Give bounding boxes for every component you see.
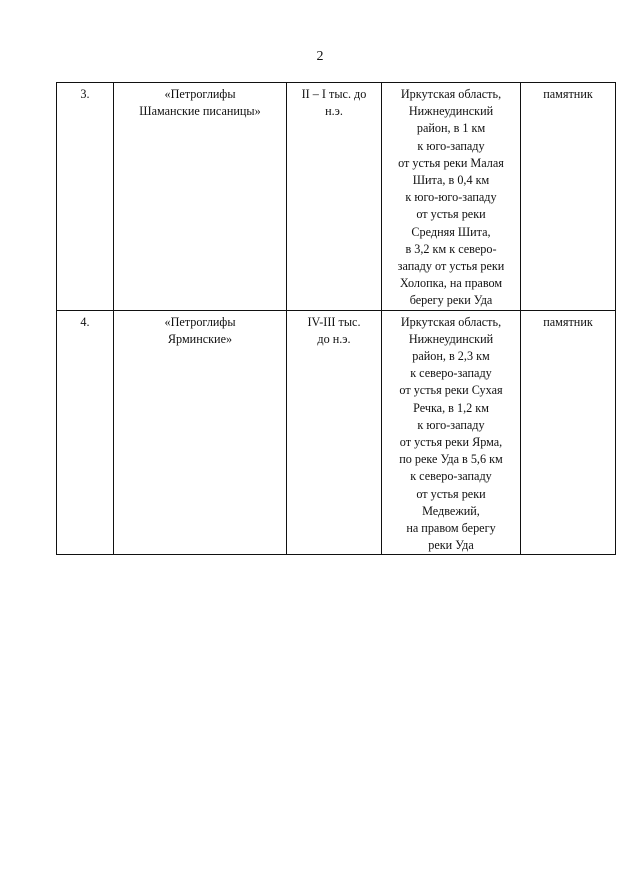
site-name-line: «Петроглифы bbox=[164, 87, 236, 101]
dating-line: II – I тыс. до bbox=[301, 87, 367, 101]
location-line: в 3,2 км к северо- bbox=[405, 241, 497, 256]
location-line: Средняя Шита, bbox=[411, 224, 491, 239]
site-name-cell bbox=[114, 310, 287, 555]
row-number-cell bbox=[57, 310, 114, 555]
location-line: Нижнеудинский bbox=[408, 104, 494, 119]
location-line: к северо-западу bbox=[410, 366, 492, 381]
location-line: Речка, в 1,2 км bbox=[413, 400, 489, 415]
location-line: Нижнеудинский bbox=[408, 331, 494, 346]
location-line: от устья реки Ярма, bbox=[399, 435, 503, 450]
category-label: памятник bbox=[543, 87, 593, 101]
dating-line: до н.э. bbox=[317, 331, 351, 346]
location-line: реки Уда bbox=[428, 538, 474, 553]
location-line: западу от устья реки bbox=[397, 259, 505, 274]
location-line: Иркутская область, bbox=[400, 87, 502, 101]
location-line: район, в 2,3 км bbox=[412, 349, 490, 364]
heritage-sites-table bbox=[56, 82, 616, 555]
table-row bbox=[57, 310, 616, 555]
table-row bbox=[57, 83, 616, 311]
location-line: на правом берегу bbox=[406, 521, 496, 536]
category-cell bbox=[521, 83, 616, 311]
location-line: район, в 1 км bbox=[416, 121, 486, 136]
location-line: Иркутская область, bbox=[400, 314, 502, 329]
site-name-cell bbox=[114, 83, 287, 311]
location-line: к северо-западу bbox=[410, 469, 492, 484]
dating-cell bbox=[287, 83, 382, 311]
site-name-line: Шаманские писаницы» bbox=[139, 104, 261, 119]
location-line: от устья реки bbox=[416, 486, 486, 501]
site-name-line: Ярминские» bbox=[167, 331, 233, 346]
row-number: 4. bbox=[80, 314, 90, 329]
location-line: к юго-западу bbox=[417, 417, 485, 432]
row-number-cell bbox=[57, 83, 114, 311]
location-line: Холопка, на правом bbox=[399, 276, 503, 291]
location-line: Шита, в 0,4 км bbox=[412, 173, 490, 188]
dating-line: IV-III тыс. bbox=[307, 314, 361, 329]
location-line: к юго-западу bbox=[417, 138, 485, 153]
location-cell bbox=[382, 310, 521, 555]
location-line: от устья реки Сухая bbox=[399, 383, 503, 398]
category-label: памятник bbox=[543, 314, 593, 329]
dating-line: н.э. bbox=[325, 104, 343, 119]
location-line: берегу реки Уда bbox=[409, 293, 493, 308]
site-name-line: «Петроглифы bbox=[164, 314, 236, 329]
location-line: от устья реки Малая bbox=[398, 155, 504, 170]
page-number: 2 bbox=[316, 49, 324, 64]
location-line: Медвежий, bbox=[422, 503, 480, 518]
location-cell bbox=[382, 83, 521, 311]
location-line: к юго-юго-западу bbox=[405, 190, 497, 205]
location-line: от устья реки bbox=[416, 207, 486, 222]
category-cell bbox=[521, 310, 616, 555]
dating-cell bbox=[287, 310, 382, 555]
row-number: 3. bbox=[80, 87, 90, 101]
location-line: по реке Уда в 5,6 км bbox=[399, 452, 503, 467]
